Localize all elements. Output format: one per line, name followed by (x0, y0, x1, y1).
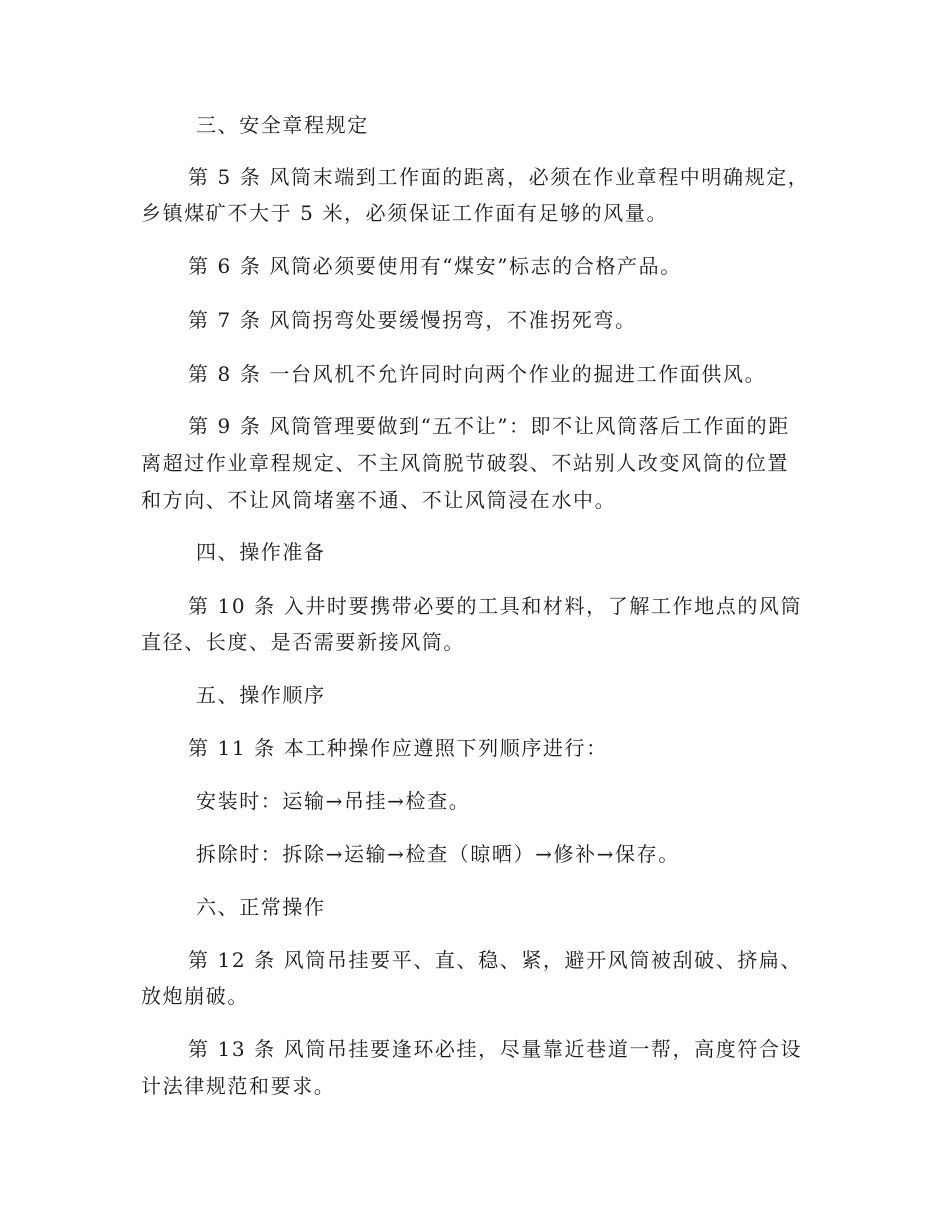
section-heading-5: 五、操作顺序 (196, 683, 326, 707)
article-8: 第 8 条 一台风机不允许同时向两个作业的掘进工作面供风。 (188, 362, 767, 386)
install-sequence: 安装时：运输→吊挂→检查。 (196, 789, 471, 813)
article-12-line-1: 第 12 条 风筒吊挂要平、直、稳、紧，避开风筒被刮破、挤扁、 (188, 948, 803, 972)
section-heading-6: 六、正常操作 (196, 895, 326, 919)
article-13-line-1: 第 13 条 风筒吊挂要逢环必挂，尽量靠近巷道一帮，高度符合设 (188, 1037, 803, 1061)
article-9-line-2: 离超过作业章程规定、不主风筒脱节破裂、不站别人改变风筒的位置 (141, 451, 789, 475)
article-12-line-2: 放炮崩破。 (141, 984, 249, 1008)
article-7: 第 7 条 风筒拐弯处要缓慢拐弯，不准拐死弯。 (188, 308, 637, 332)
article-6: 第 6 条 风筒必须要使用有“煤安”标志的合格产品。 (188, 254, 682, 278)
section-heading-3: 三、安全章程规定 (196, 113, 369, 137)
article-9-line-1: 第 9 条 风筒管理要做到“五不让”：即不让风筒落后工作面的距 (188, 414, 790, 438)
article-10-line-2: 直径、长度、是否需要新接风筒。 (141, 630, 465, 654)
article-9-line-3: 和方向、不让风筒堵塞不通、不让风筒浸在水中。 (141, 488, 617, 512)
article-10-line-1: 第 10 条 入井时要携带必要的工具和材料，了解工作地点的风筒 (188, 594, 803, 618)
section-heading-4: 四、操作准备 (196, 540, 326, 564)
article-13-line-2: 计法律规范和要求。 (141, 1074, 336, 1098)
article-5-line-1: 第 5 条 风筒末端到工作面的距离，必须在作业章程中明确规定， (188, 165, 810, 189)
article-5-line-2: 乡镇煤矿不大于 5 米，必须保证工作面有足够的风量。 (141, 201, 669, 225)
removal-sequence: 拆除时：拆除→运输→检查（晾晒）→修补→保存。 (196, 842, 680, 866)
article-11: 第 11 条 本工种操作应遵照下列顺序进行： (188, 736, 608, 760)
